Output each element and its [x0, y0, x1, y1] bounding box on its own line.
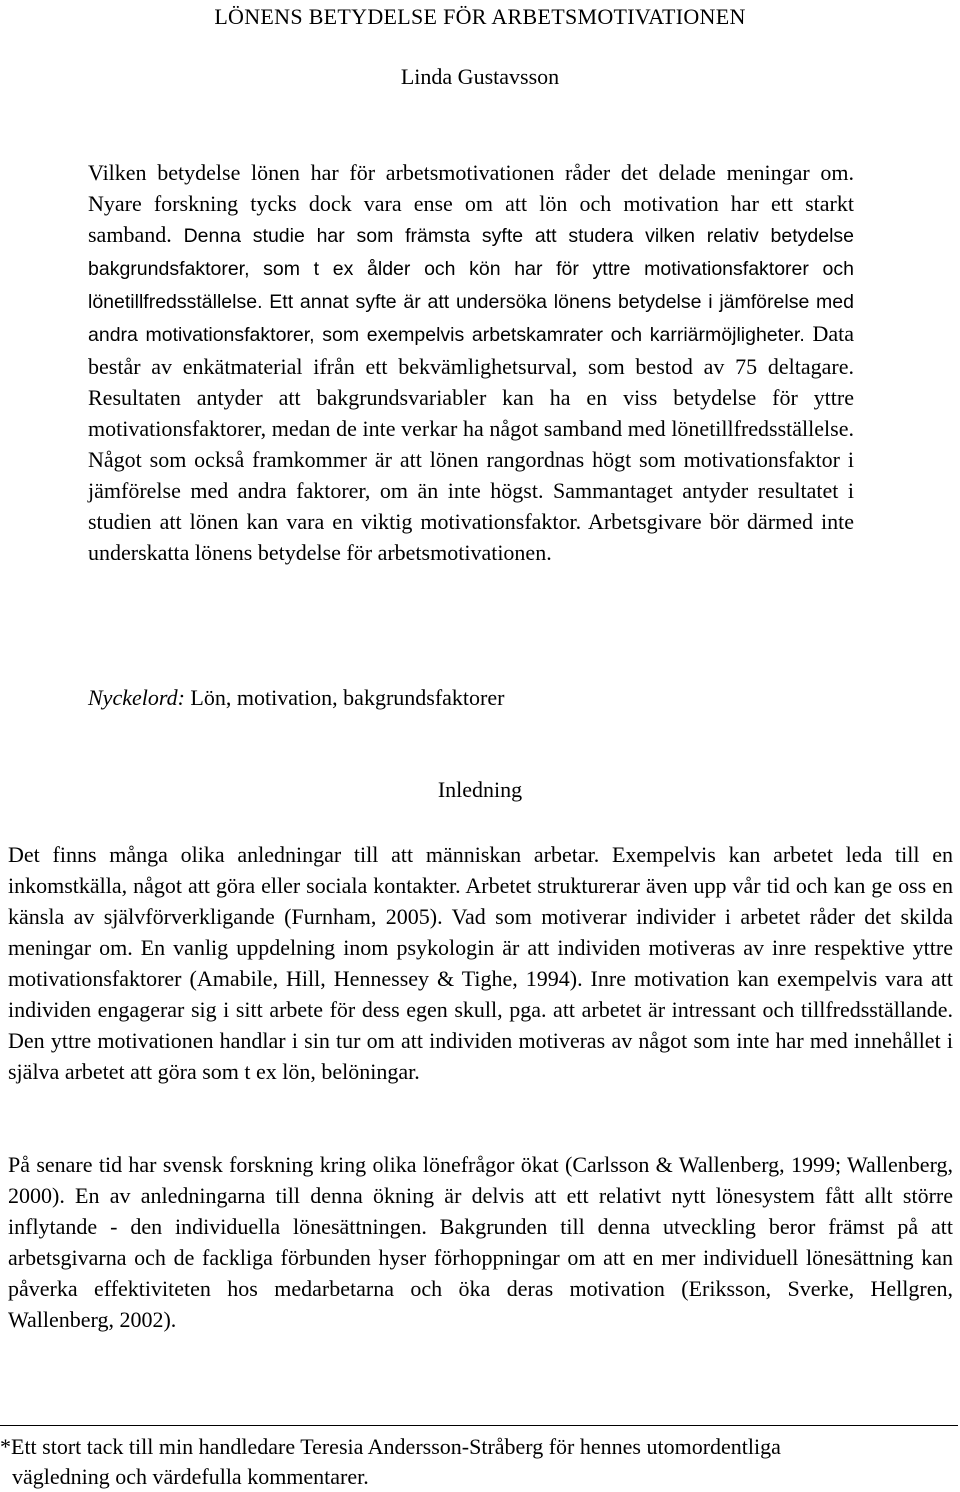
intro-paragraph-2: På senare tid har svensk forskning kring olika lönefrågor ökat (Carlsson & Wallenberg, 1999; Wallenberg, 2000). En av anledningarna till denna ökning är delvis att ett relativt nytt lönesystem fått allt större inflytande - den individuella lönesättningen. Bakgrunden till denna utveckling beror främst på att arbetsgivarna och de fackliga förbunden hyser förhoppningar om att en mer individuell lönesättning kan påverka effektiviteten hos medarbetarna och öka deras motivation (Eriksson, Sverke, Hellgren, Wallenberg, 2002). — [8, 1152, 953, 1332]
abstract-part-3: Data består av enkätmaterial ifrån ett bekvämlighetsurval, som bestod av 75 deltagare. Resultaten antyder att bakgrundsvariabler kan ha en viss betydelse för yttre motivationsfaktorer, medan de inte verkar ha något samband med lönetillfredsställelse. Något som också framkommer är att lönen rangordnas högt som motivationsfaktor i jämförelse med andra faktorer, om än inte högst. Sammantaget antyder resultatet i studien att lönen kan vara en viktig motivationsfaktor. Arbetsgivare bör därmed inte underskatta lönens betydelse för arbetsmotivationen. — [88, 321, 855, 565]
section-heading: Inledning — [437, 777, 523, 802]
keywords-text: Lön, motivation, bakgrundsfaktorer — [190, 685, 505, 710]
footnote-line-1: *Ett stort tack till min handledare Teresia Andersson-Stråberg för hennes utomordentliga — [0, 1434, 781, 1459]
intro-paragraph-1: Det finns många olika anledningar till att människan arbetar. Exempelvis kan arbetet leda till en inkomstkälla, något att göra eller sociala kontakter. Arbetet strukturerar även upp vår tid och kan ge oss en känsla av självförverkligande (Furnham, 2005). Vad som motiverar individer i arbetet råder det skilda meningar om. En vanlig uppdelning inom psykologin är att individen motiveras av inre respektive yttre motivationsfaktorer (Amabile, Hill, Hennessey & Tighe, 1994). Inre motivation kan exempelvis vara att individen engagerar sig i sitt arbete för dess egen skull, pga. att arbetet är intressant och tillfredsställande. Den yttre motivationen handlar i sin tur om att individen motiveras av något som inte har med innehållet i själva arbetet att göra som t ex lön, belöningar. — [8, 842, 953, 1084]
footnote — [0, 1432, 960, 1492]
abstract-part-2: Denna studie har som främsta syfte att studera vilken relativ betydelse bakgrundsfaktorer, som t ex ålder och kön har för yttre motivationsfaktorer och lönetillfredsställelse. Ett annat syfte är att undersöka lönens betydelse i jämförelse med andra motivationsfaktorer, som exempelvis arbetskamrater och karriärmöjligheter. — [88, 225, 854, 346]
abstract — [88, 157, 854, 568]
abstract-part-1: Vilken betydelse lönen har för arbetsmotivationen råder det delade meningar om. Nyare forskning tycks dock vara ense om att lön och motivation har ett starkt samband. — [88, 160, 854, 247]
footnote-line-2: vägledning och värdefulla kommentarer. — [12, 1464, 369, 1489]
keywords-label: Nyckelord: — [88, 685, 185, 710]
footnote-divider — [0, 1425, 958, 1426]
author-name: Linda Gustavsson — [400, 64, 560, 89]
document-title: LÖNENS BETYDELSE FÖR ARBETSMOTIVATIONEN — [214, 4, 746, 29]
keywords — [88, 685, 504, 711]
